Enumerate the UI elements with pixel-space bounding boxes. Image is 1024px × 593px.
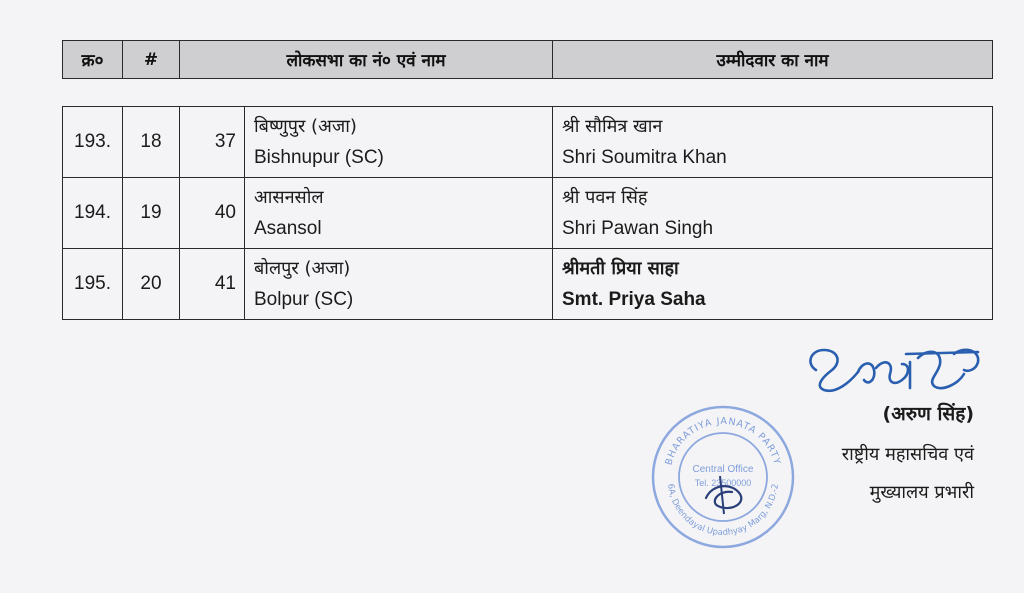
signatory-name: (अरुण सिंह) [882,403,974,425]
stamp-bottom-text: 6A, Deendayal Upadhyay Marg, N.D.-2 [665,483,781,539]
state-number-cell: 18 [123,107,180,178]
signature-image [802,340,992,400]
candidate-hindi: श्रीमती प्रिया साहा [562,258,679,279]
constituency-cell [245,178,553,249]
header-constituency: लोकसभा का नं० एवं नाम [180,41,553,79]
header-number: # [123,41,180,79]
candidate-table [62,106,993,320]
candidate-cell [553,107,993,178]
header-serial: क्र० [63,41,123,79]
serial-cell: 193. [63,107,123,178]
seat-number-cell: 37 [180,107,245,178]
constituency-english: Bolpur (SC) [254,289,354,310]
constituency-hindi: बिष्णुपुर (अजा) [254,116,357,137]
state-number-cell: 19 [123,178,180,249]
candidate-hindi: श्री पवन सिंह [562,187,648,208]
constituency-hindi: बोलपुर (अजा) [254,258,351,279]
candidate-hindi: श्री सौमित्र खान [562,116,663,137]
stamp-top-text: BHARATIYA JANATA PARTY [663,415,783,467]
candidate-cell [553,249,993,320]
stamp-center-line1: Central Office [692,464,754,475]
constituency-cell [245,249,553,320]
state-number-cell: 20 [123,249,180,320]
candidate-english: Shri Pawan Singh [562,218,714,239]
svg-text:BHARATIYA JANATA PARTY [663,416,782,466]
table-header [62,40,993,79]
table-row [63,249,993,320]
signatory-title-line2: मुख्यालय प्रभारी [869,482,974,503]
stamp-center-line2: Tel. 23500000 [694,478,752,488]
constituency-hindi: आसनसोल [254,187,324,208]
seat-number-cell: 40 [180,178,245,249]
signatory-title-line1: राष्ट्रीय महासचिव एवं [841,444,974,465]
header-candidate: उम्मीदवार का नाम [553,41,993,79]
seat-number-cell: 41 [180,249,245,320]
serial-cell: 195. [63,249,123,320]
signature-block [640,340,1000,570]
serial-cell: 194. [63,178,123,249]
constituency-cell [245,107,553,178]
constituency-english: Asansol [254,218,322,239]
table-row [63,178,993,249]
constituency-english: Bishnupur (SC) [254,147,384,168]
candidate-cell [553,178,993,249]
party-stamp [648,402,798,552]
candidate-english: Shri Soumitra Khan [562,147,727,168]
table-row [63,107,993,178]
candidate-english: Smt. Priya Saha [562,289,706,310]
